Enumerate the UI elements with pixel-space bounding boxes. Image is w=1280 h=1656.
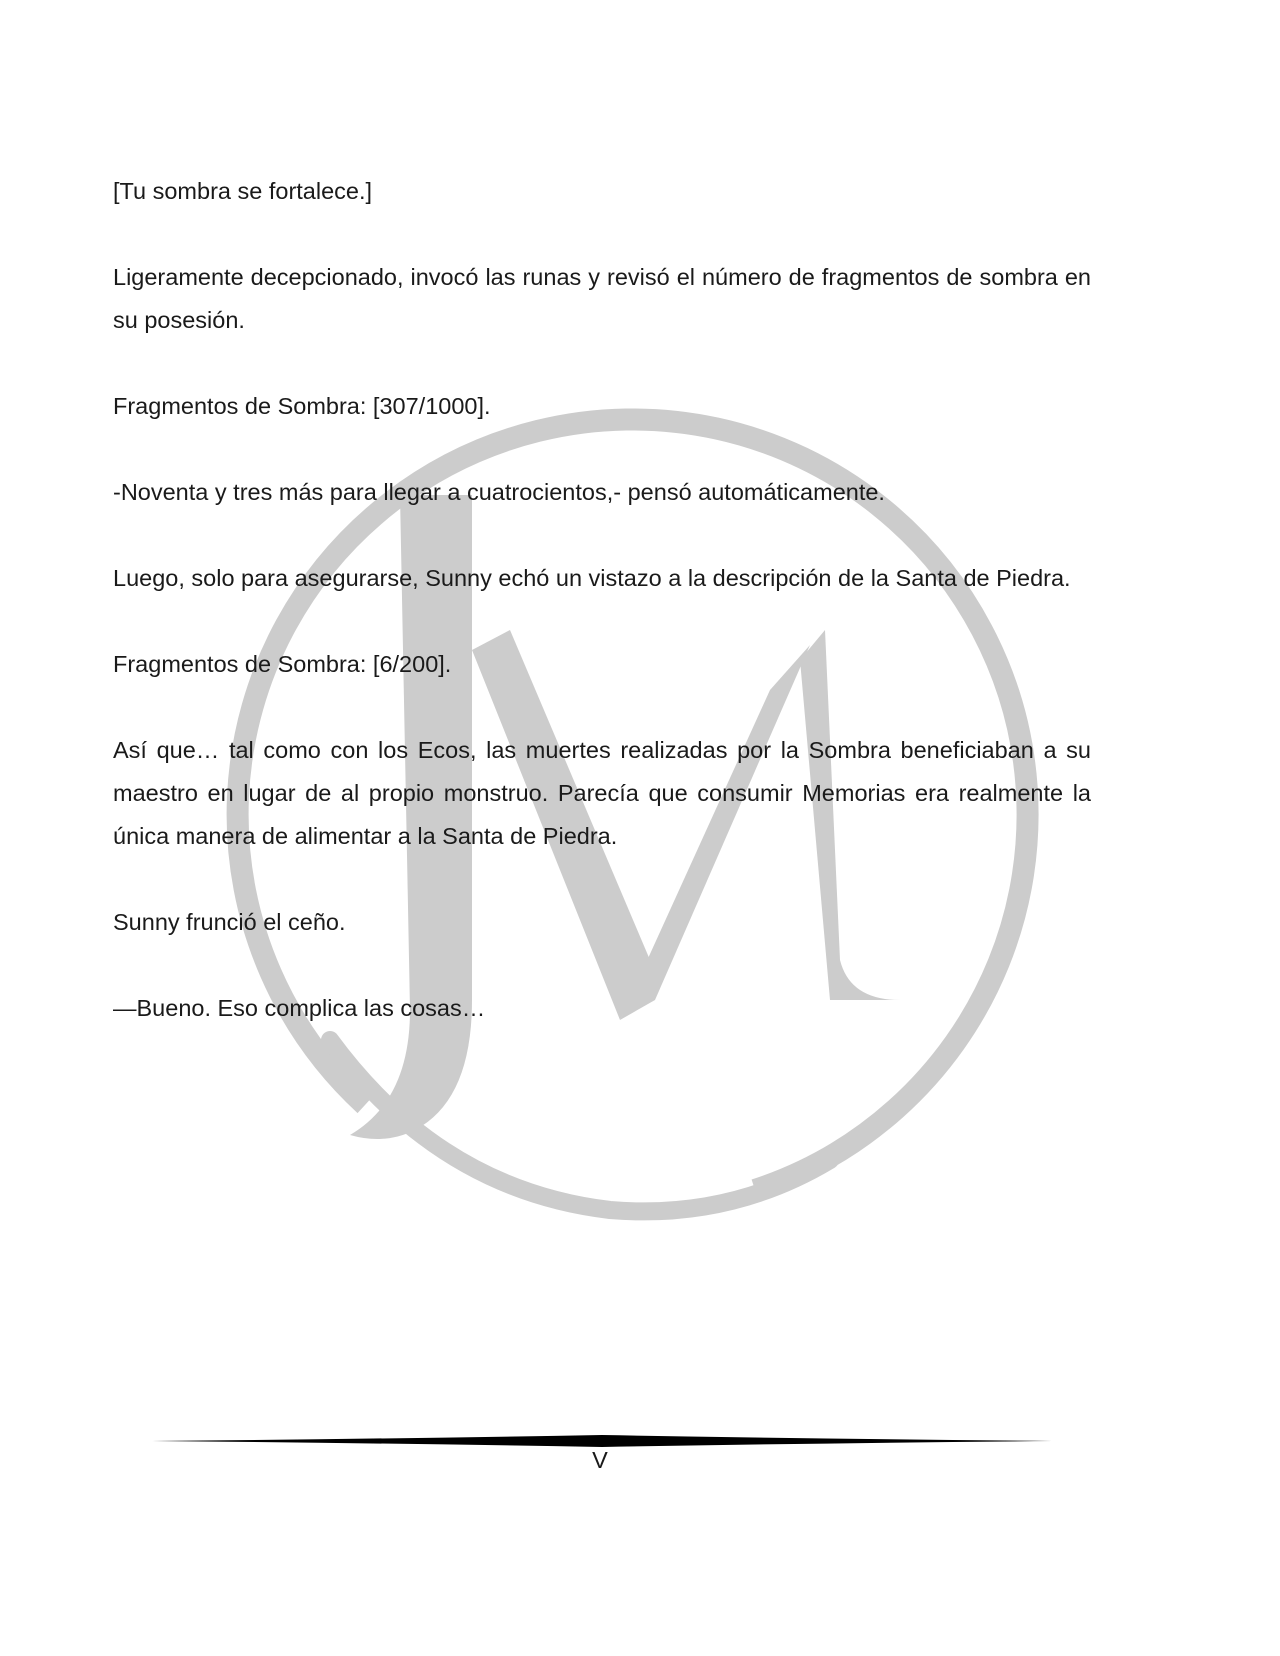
paragraph-4: -Noventa y tres más para llegar a cuatrocientos,- pensó automáticamente. bbox=[113, 479, 885, 505]
paragraph-3: Fragmentos de Sombra: [307/1000]. bbox=[113, 393, 491, 419]
paragraph-8: Sunny frunció el ceño. bbox=[113, 909, 346, 935]
paragraph-2: Ligeramente decepcionado, invocó las runas y revisó el número de fragmentos de sombra en su posesión. bbox=[113, 264, 1091, 333]
page-number: V bbox=[592, 1447, 608, 1473]
page-body bbox=[113, 170, 1091, 1073]
paragraph-1: [Tu sombra se fortalece.] bbox=[113, 178, 373, 204]
paragraph-7: Así que… tal como con los Ecos, las muertes realizadas por la Sombra beneficiaban a su maestro en lugar de al propio monstruo. Parecía que consumir Memorias era realmente la única manera de alimentar a la Santa de Piedra. bbox=[113, 737, 1091, 849]
paragraph-6: Fragmentos de Sombra: [6/200]. bbox=[113, 651, 452, 677]
paragraph-5: Luego, solo para asegurarse, Sunny echó un vistazo a la descripción de la Santa de Piedra. bbox=[113, 565, 1071, 591]
paragraph-9: —Bueno. Eso complica las cosas… bbox=[113, 995, 486, 1021]
footer-divider bbox=[152, 1434, 1052, 1448]
